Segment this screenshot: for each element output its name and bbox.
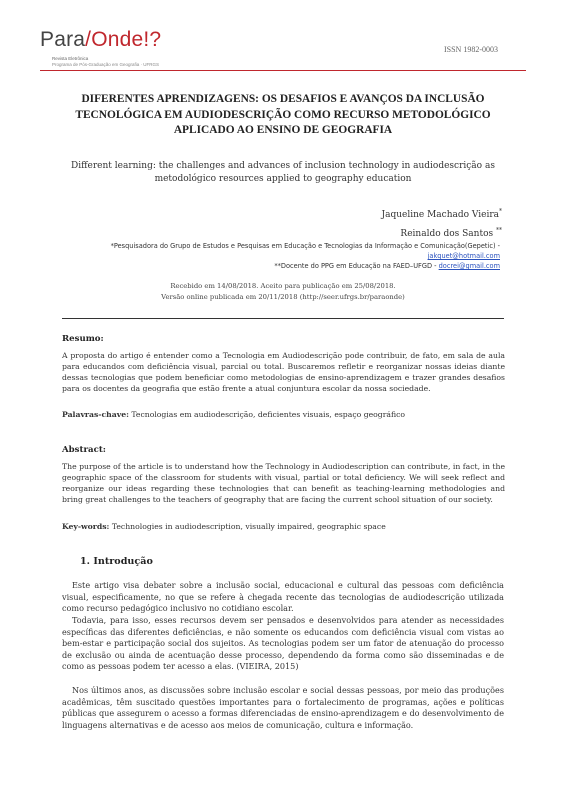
logo-part1: Para [40,28,86,51]
author-1: Jaqueline Machado Vieira* [381,208,502,220]
publication-dates [40,281,526,303]
author-2: Reinaldo dos Santos ** [400,227,502,239]
email-link-1[interactable]: jakquet@hotmail.com [427,252,500,260]
keywords-text: Tecnologias em audiodescrição, deficientes visuais, espaço geográfico [128,410,406,419]
header-divider [40,70,526,71]
abstract-keywords [62,522,505,531]
section-divider [62,318,504,319]
author-2-mark: ** [496,227,502,234]
abstract-heading: Abstract: [62,445,106,455]
title-line-1: DIFERENTES APRENDIZAGENS: OS DESAFIOS E AVANÇOS DA INCLUSÃO [81,93,485,105]
online-version-line: Versão online publicada em 20/11/2018 (http://seer.ufrgs.br/paraonde) [161,293,405,301]
abstract-text: The purpose of the article is to understand how the Technology in Audiodescription can contribute, in fact, in the geographic space of the classroom for students with visual, partial or total deficiency. We will seek reflect and reorganize our ideas regarding these technologies that can benefit as teaching-learning methodologies and bring great challenges to the teachers of geography that are facing the current school situation of our society. [62,462,505,504]
journal-logo [40,20,200,72]
subtitle-line-2: metodológico resources applied to geography education [154,174,412,184]
logo-subtitle-2: Programa de Pós-Graduação em Geografia · UFRGS [52,62,160,67]
logo-slash: / [85,28,92,51]
logo-part2: Onde!? [91,28,162,51]
keywords-text-en: Technologies in audiodescription, visually impaired, geographic space [109,522,386,531]
subtitle-line-1: Different learning: the challenges and advances of inclusion technology in audiodescrição as [71,161,495,171]
issn-label: ISSN 1982-0003 [443,45,498,54]
section-title-introduction: 1. Introdução [80,556,153,567]
logo-subtitle: Revista Eletrônica [52,56,89,61]
affiliation-1: *Pesquisadora do Grupo de Estudos e Pesquisas em Educação e Tecnologias da Informação e Comunicação(Gepetic) - [110,242,500,250]
author-1-mark: * [499,208,502,215]
affiliations [30,241,500,271]
keywords-label-en: Key-words: [62,522,110,531]
keywords-label: Palavras-chave: [62,410,129,419]
title-line-2: TECNOLÓGICA EM AUDIODESCRIÇÃO COMO RECURSO METODOLÓGICO [75,108,491,121]
email-link-2[interactable]: docrei@gmail.com [438,262,500,270]
article-subtitle [50,160,516,186]
intro-paragraph-1: Este artigo visa debater sobre a inclusão social, educacional e cultural das pessoas com deficiência visual, especificamente, no que se refere à chegada recente das tecnologias de audiodescrição utilizada como recurso pedagógico inclusivo no cotidiano escolar. [62,580,504,614]
author-list [381,204,502,242]
logo-wordmark [40,28,161,52]
received-line: Recebido em 14/08/2018. Aceito para publicação em 25/08/2018. [170,282,396,290]
title-line-3: APLICADO AO ENSINO DE GEOGRAFIA [173,124,393,136]
resumo-heading: Resumo: [62,334,104,344]
affiliation-2: **Docente do PPG em Educação na FAED–UFGD - [274,262,439,270]
article-title [40,92,526,139]
intro-paragraph-2: Todavia, para isso, esses recursos devem ser pensados e desenvolvidos para atender as necessidades específicas das diferentes deficiências, e não somente os educandos com deficiência visual com vistas ao bem-estar e participação social dos sujeitos. As tecnologias podem ser um fator de atenuação do processo de exclusão ou ainda de acentuação desse processo, dependendo da forma como são disseminadas e de como as pessoas podem ter acesso a elas. (VIEIRA, 2015) [62,615,504,672]
intro-paragraph-3: Nos últimos anos, as discussões sobre inclusão escolar e social dessas pessoas, por meio das produções acadêmicas, têm suscitado questões importantes para o fortalecimento de programas, ações e políticas públicas que assegurem o acesso a formas diferenciadas de ensino-aprendizagem e do desenvolvimento de linguagens alternativas e de acesso aos meios de comunicação, cultura e informação. [62,685,504,730]
resumo-text: A proposta do artigo é entender como a Tecnologia em Audiodescrição pode contribuir, de fato, em sala de aula para educandos com deficiência visual, parcial ou total. Buscaremos refletir e reorganizar nossas ideias diante dessas tecnologias que podem beneficiar como metodologias de ensino-aprendizagem e trazer grandes desafios para os docentes da geografia que estão frente a atual conjuntura escolar da nossa sociedade. [62,351,505,393]
resumo-keywords [62,410,505,419]
